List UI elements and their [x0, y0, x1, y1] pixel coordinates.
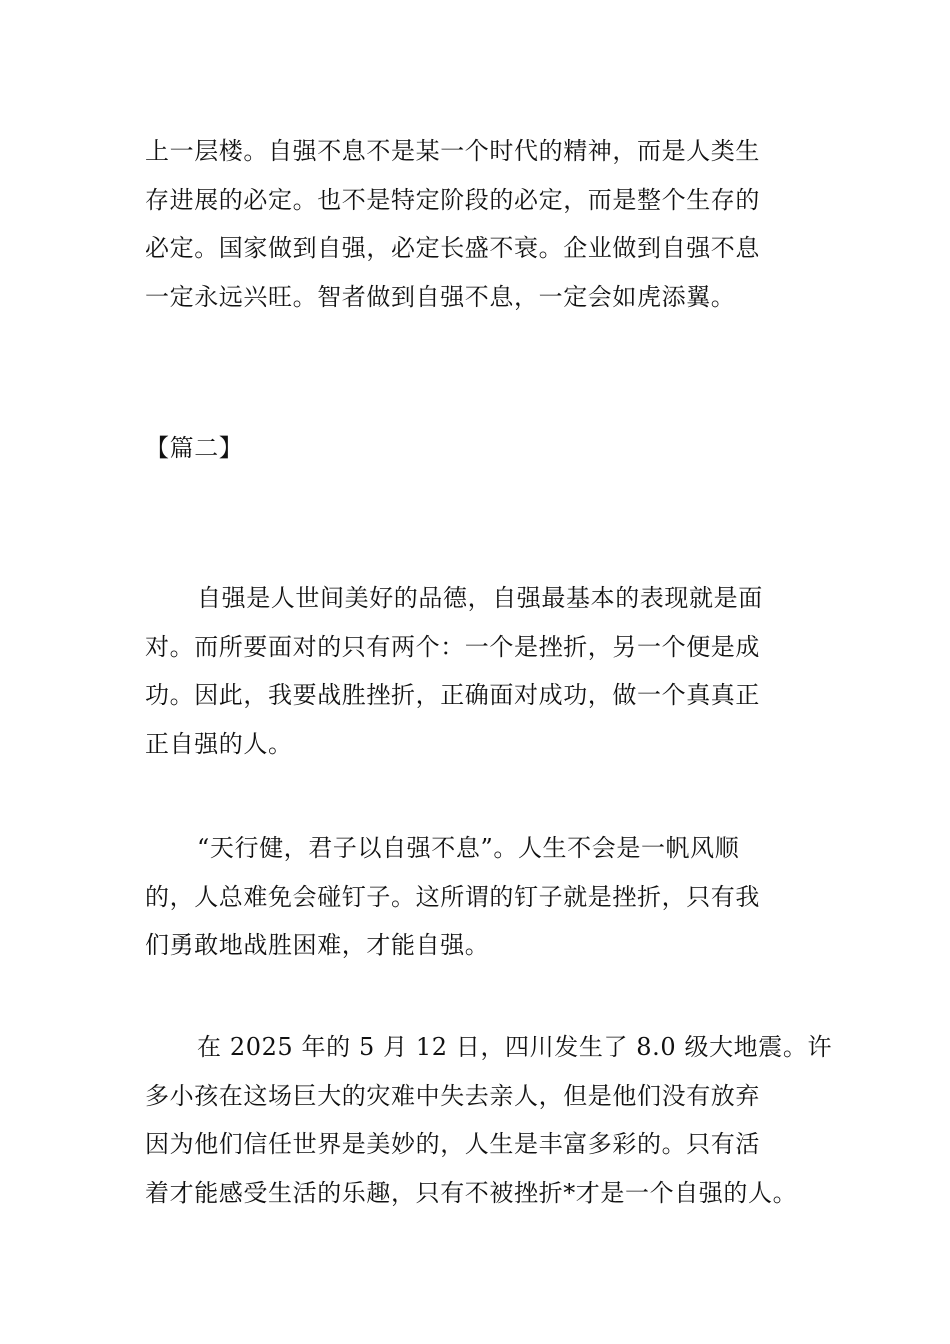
paragraph-earthquake: [145, 1023, 833, 1217]
text-line: 正自强的人。: [145, 729, 293, 758]
text-line: 着才能感受生活的乐趣，只有不被挫折*才是一个自强的人。: [145, 1178, 798, 1207]
text-line: “天行健，君子以自强不息”。人生不会是一帆风顺: [197, 834, 740, 862]
text-line: 一定永远兴旺。智者做到自强不息，一定会如虎添翼。: [145, 282, 736, 311]
paragraph-quote: [145, 824, 810, 970]
text-line: 的，人总难免会碰钉子。这所谓的钉子就是挫折，只有我: [145, 882, 760, 911]
text-line: 功。因此，我要战胜挫折，正确面对成功，做一个真真正: [145, 681, 760, 709]
text-line: 自强是人世间美好的品德，自强最基本的表现就是面: [197, 584, 763, 612]
section-heading-text: 【篇二】: [145, 434, 244, 462]
text-line: 上一层楼。自强不息不是某一个时代的精神，而是人类生: [145, 137, 760, 165]
text-line: 们勇敢地战胜困难，才能自强。: [145, 931, 490, 959]
paragraph-continuation: [145, 127, 810, 321]
section-heading: [145, 424, 810, 473]
paragraph-self-strength: [145, 574, 810, 768]
text-line: 对。而所要面对的只有两个：一个是挫折，另一个便是成: [145, 632, 760, 661]
text-line: 多小孩在这场巨大的灾难中失去亲人，但是他们没有放弃: [145, 1081, 760, 1110]
text-line: 存进展的必定。也不是特定阶段的必定，而是整个生存的: [145, 185, 760, 214]
text-line: 因为他们信任世界是美妙的，人生是丰富多彩的。只有活: [145, 1130, 760, 1158]
text-line: 在 2025 年的 5 月 12 日，四川发生了 8.0 级大地震。许: [197, 1033, 833, 1061]
text-line: 必定。国家做到自强，必定长盛不衰。企业做到自强不息: [145, 234, 760, 262]
